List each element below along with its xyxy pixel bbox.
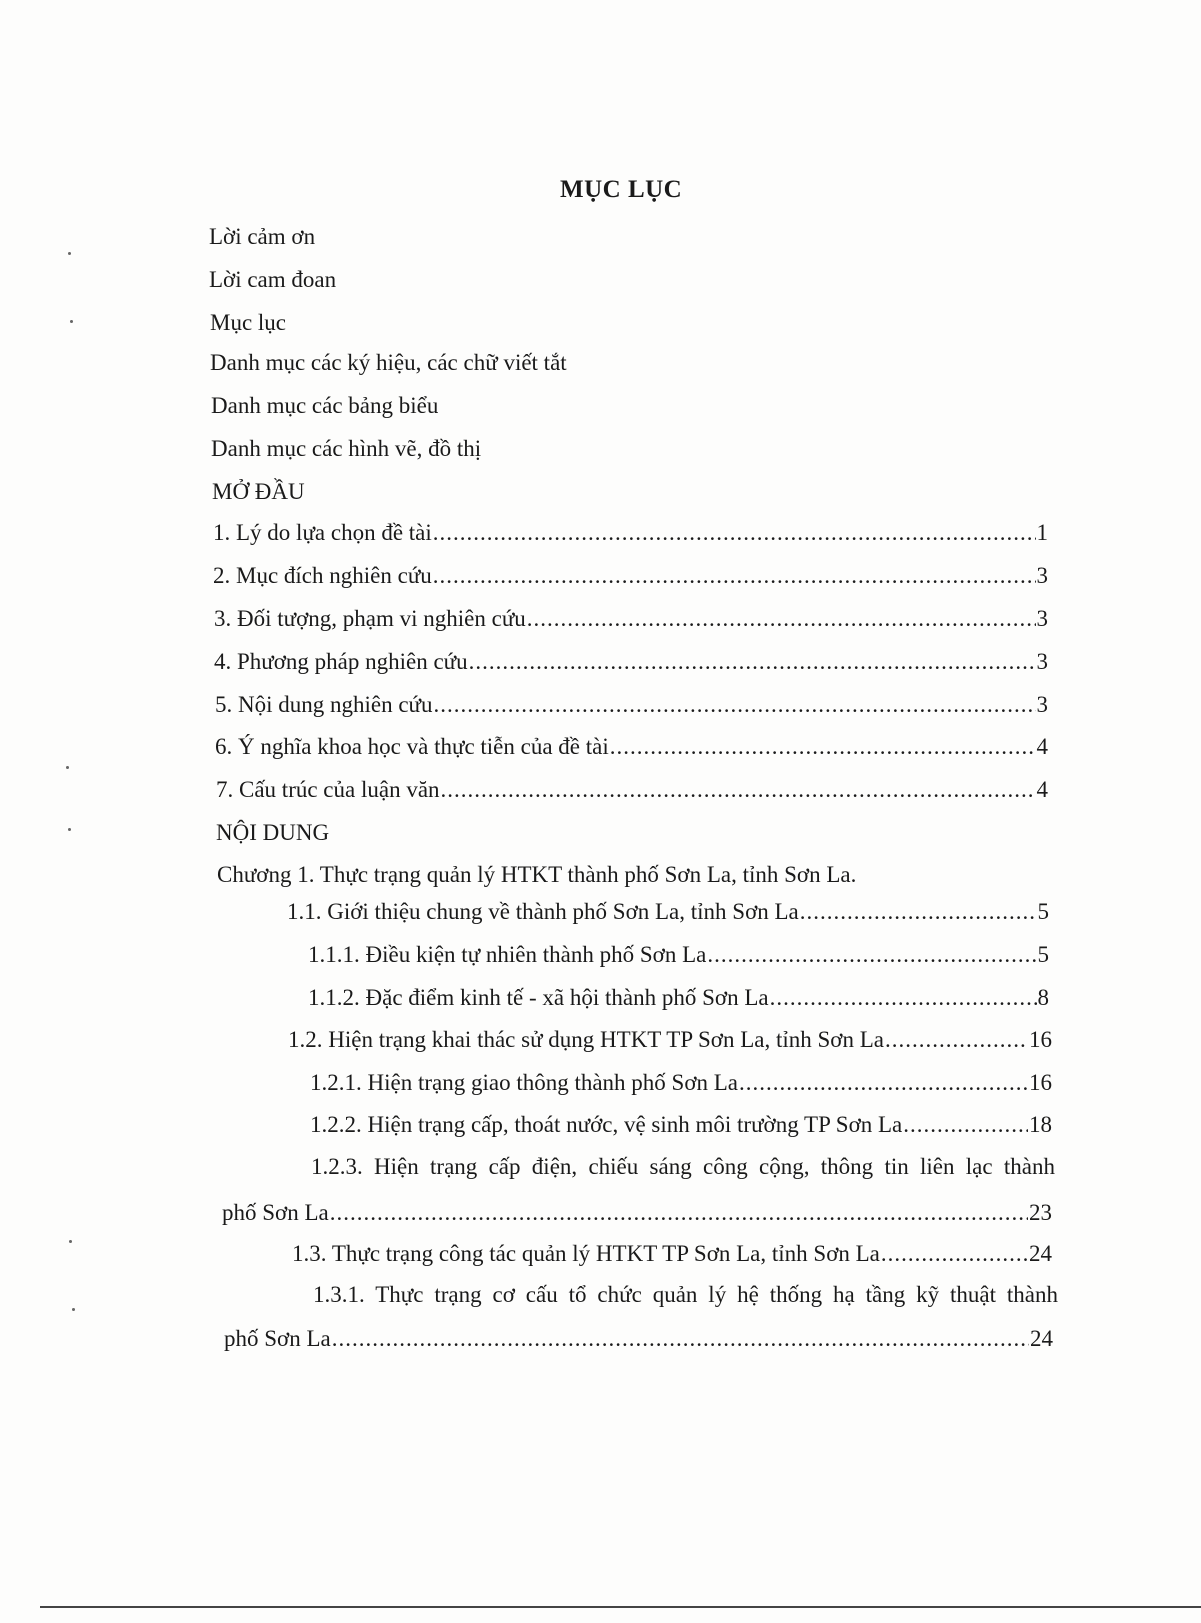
section-heading-intro: MỞ ĐẦU [212,479,305,504]
toc-leader-dots [770,983,1037,1013]
toc-page-number: 3 [1036,649,1048,674]
toc-leader-dots [434,690,1036,720]
toc-entry-label: 1.2. Hiện trạng khai thác sử dụng HTKT TP Sơn La, tỉnh Sơn La [288,1027,884,1052]
toc-page-number: 3 [1036,606,1048,631]
front-matter-item: Lời cảm ơn [209,224,316,249]
bottom-rule [40,1606,1201,1608]
front-matter-item: Lời cam đoan [209,267,337,292]
toc-page-number: 3 [1036,563,1048,588]
toc-page-number: 1 [1036,520,1048,545]
toc-entry-label-line1: 1.2.3. Hiện trạng cấp điện, chiếu sáng công cộng, thông tin liên lạc thành [311,1154,1055,1179]
toc-entry [213,561,1048,591]
scan-speck [69,1240,72,1243]
toc-entry [310,1068,1052,1098]
scan-speck [72,1308,75,1311]
toc-entry [288,1025,1052,1055]
toc-entry-label: 4. Phương pháp nghiên cứu [214,649,468,674]
page-title: MỤC LỤC [560,176,683,203]
toc-leader-dots [885,1025,1028,1055]
toc-entry [310,1110,1052,1140]
toc-leader-dots [800,897,1037,927]
toc-leader-dots [527,604,1036,634]
toc-leader-dots [707,940,1036,970]
toc-entry-label: 1.1. Giới thiệu chung về thành phố Sơn La, tỉnh Sơn La [287,899,799,924]
toc-entry-label-line1: 1.3.1. Thực trạng cơ cấu tổ chức quản lý hệ thống hạ tầng kỹ thuật thành [313,1282,1058,1307]
toc-entry [308,940,1049,970]
section-heading-content: NỘI DUNG [216,820,330,845]
toc-entry [222,1198,1052,1228]
toc-leader-dots [903,1110,1028,1140]
toc-entry-label: 1.2.1. Hiện trạng giao thông thành phố Sơn La [310,1070,739,1095]
toc-leader-dots [739,1068,1028,1098]
toc-leader-dots [330,1198,1028,1228]
toc-page-number: 5 [1037,942,1049,967]
toc-entry [224,1324,1053,1354]
toc-entry [287,897,1049,927]
front-matter-item: Mục lục [210,310,287,335]
toc-leader-dots [469,647,1036,677]
toc-entry [215,732,1048,762]
toc-leader-dots [332,1324,1029,1354]
toc-entry-label: 6. Ý nghĩa khoa học và thực tiễn của đề tài [215,734,609,759]
toc-page-number: 4 [1036,734,1048,759]
scan-speck [68,252,71,255]
front-matter-item: Danh mục các ký hiệu, các chữ viết tắt [210,350,567,375]
toc-entry-label: 3. Đối tượng, phạm vi nghiên cứu [214,606,526,631]
toc-page-number: 24 [1029,1241,1052,1266]
toc-entry-label: 1. Lý do lựa chọn đề tài [213,520,432,545]
toc-entry [213,518,1048,548]
toc-entry-label: 1.3. Thực trạng công tác quản lý HTKT TP Sơn La, tỉnh Sơn La [292,1241,880,1266]
toc-entry-label: phố Sơn La [222,1200,329,1225]
toc-page-number: 24 [1030,1326,1053,1351]
toc-entry-label: 2. Mục đích nghiên cứu [213,563,432,588]
scan-speck [66,766,69,769]
toc-entry-label: 7. Cấu trúc của luận văn [216,777,440,802]
toc-page-number: 3 [1036,692,1048,717]
toc-leader-dots [610,732,1036,762]
front-matter-item: Danh mục các bảng biểu [211,393,439,418]
front-matter-item: Danh mục các hình vẽ, đồ thị [211,436,482,461]
scan-speck [68,828,71,831]
toc-entry [292,1239,1052,1269]
toc-entry-label: 5. Nội dung nghiên cứu [215,692,433,717]
toc-page-number: 5 [1037,899,1049,924]
toc-entry-label: 1.1.2. Đặc điểm kinh tế - xã hội thành phố Sơn La [308,985,769,1010]
toc-leader-dots [881,1239,1028,1269]
toc-entry-label: phố Sơn La [224,1326,331,1351]
toc-page-number: 18 [1029,1112,1052,1137]
toc-entry [215,690,1048,720]
toc-page-number: 8 [1037,985,1049,1010]
toc-entry [214,647,1048,677]
toc-entry-label: 1.2.2. Hiện trạng cấp, thoát nước, vệ sinh môi trường TP Sơn La [310,1112,903,1137]
toc-leader-dots [433,518,1036,548]
chapter-title: Chương 1. Thực trạng quản lý HTKT thành phố Sơn La, tỉnh Sơn La. [217,862,857,887]
toc-page-number: 16 [1029,1070,1052,1095]
toc-page-number: 4 [1036,777,1048,802]
toc-entry [216,775,1048,805]
toc-entry-label: 1.1.1. Điều kiện tự nhiên thành phố Sơn La [308,942,707,967]
toc-entry [214,604,1048,634]
toc-page-number: 16 [1029,1027,1052,1052]
toc-page-number: 23 [1029,1200,1052,1225]
toc-leader-dots [433,561,1036,591]
scan-speck [70,320,73,323]
toc-entry [308,983,1049,1013]
toc-leader-dots [441,775,1036,805]
